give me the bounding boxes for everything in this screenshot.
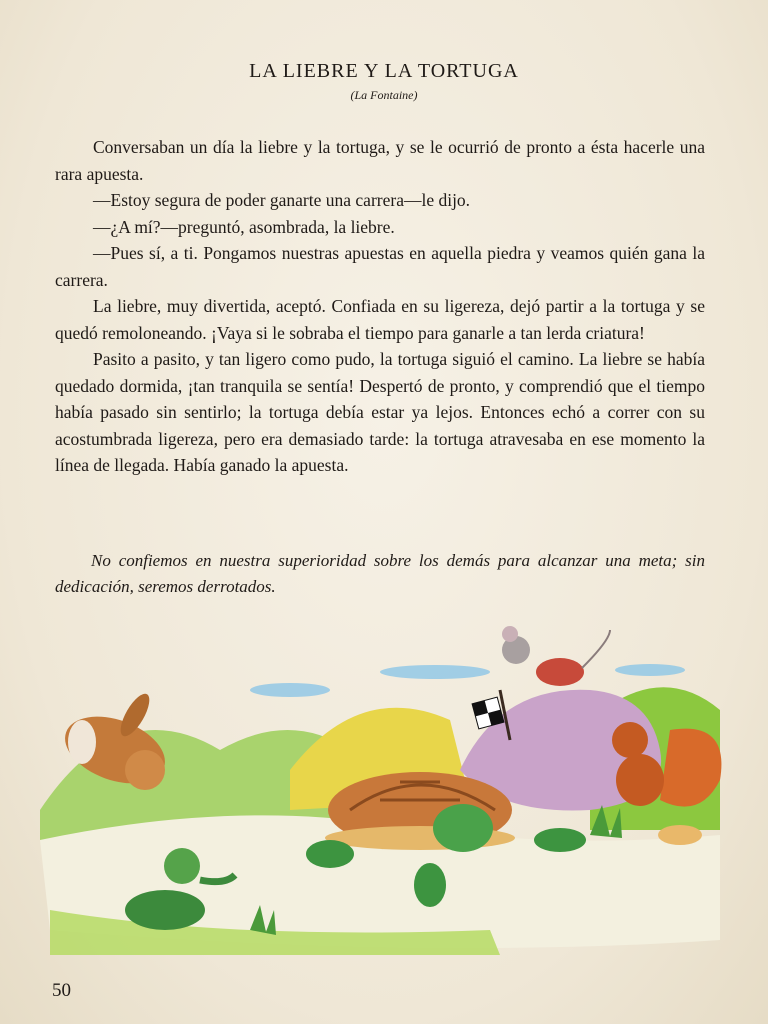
stone-shape	[658, 825, 702, 845]
frog-body-shape	[125, 890, 205, 930]
cloud-shape	[250, 683, 330, 697]
paragraph: Pasito a pasito, y tan ligero como pudo, la tortuga siguió el camino. La liebre se había quedado dormida, ¡tan tranquila se sentía! Despertó de pronto, y comprendió que el tiempo había pasado sin sentirlo; la tortuga debía estar ya lejos. Entonces echó a correr con su acostumbrada ligereza, pero era demasiado tarde: la tortuga atravesaba en ese momento la línea de llegada. Había ganado la apuesta.	[55, 349, 705, 475]
story-body	[55, 134, 705, 479]
turtle-head-shape	[433, 804, 493, 852]
rabbit-belly-shape	[68, 720, 96, 764]
mouse-body-shape	[536, 658, 584, 686]
turtle-leg-shape	[306, 840, 354, 868]
mouse-tail-shape	[582, 630, 610, 668]
paragraph: —¿A mí?—preguntó, asombrada, la liebre.	[93, 216, 395, 237]
page-number: 50	[52, 980, 71, 1001]
rabbit-head-shape	[125, 750, 165, 790]
story-author: (La Fontaine)	[350, 88, 418, 102]
story-title: LA LIEBRE Y LA TORTUGA	[249, 60, 519, 82]
turtle-leg-shape	[534, 828, 586, 852]
race-illustration	[30, 610, 730, 970]
paragraph: Conversaban un día la liebre y la tortuga, y se le ocurrió de pronto a ésta hacerle una rara apuesta.	[55, 137, 705, 184]
cloud-shape	[615, 664, 685, 676]
paragraph: —Estoy segura de poder ganarte una carrera—le dijo.	[93, 190, 471, 210]
story-moral: No confiemos en nuestra superioridad sobre los demás para alcanzar una meta; sin dedicación, seremos derrotados.	[55, 551, 705, 596]
squirrel-body-shape	[616, 754, 664, 806]
frog-head-shape	[164, 848, 200, 884]
paragraph: La liebre, muy divertida, aceptó. Confiada en su ligereza, dejó partir a la tortuga y se quedó remoloneando. ¡Vaya si le sobraba el tiempo para ganarle a tan lerda criatura!	[55, 296, 705, 343]
cloud-shape	[380, 665, 490, 679]
squirrel-head-shape	[612, 722, 648, 758]
paragraph: —Pues sí, a ti. Pongamos nuestras apuestas en aquella piedra y veamos quién gana la carrera.	[55, 243, 705, 290]
turtle-leg-shape	[414, 863, 446, 907]
mouse-ear-shape	[502, 626, 518, 642]
